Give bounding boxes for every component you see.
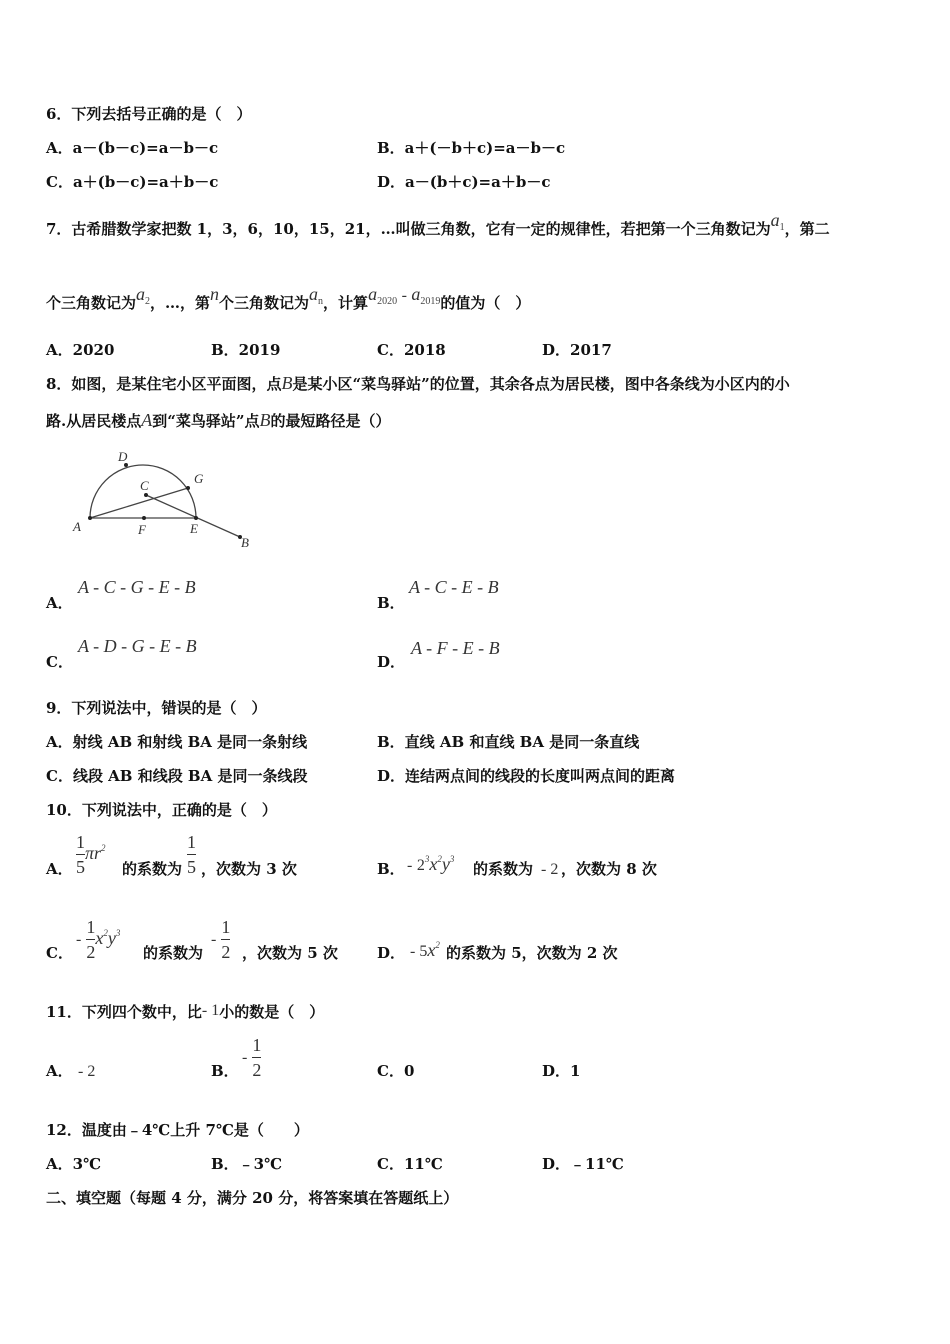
q10-option-a-coef: $\frac{1}{5}$: [187, 832, 196, 877]
q8-line2: 路.从居民楼点A到“菜鸟驿站”点B的最短路径是（）: [46, 410, 391, 430]
q8-option-d-label: D．: [377, 653, 406, 671]
q12-stem: 12．温度由﹣4℃上升 7℃是（ ）: [46, 1121, 309, 1139]
q8-option-b-label: B．: [377, 594, 405, 612]
q6-option-d: D．a－(b＋c)=a＋b－c: [377, 173, 551, 191]
q10-option-c-coef: - $\frac{1}{2}$: [211, 917, 231, 962]
q11-option-b-value: - $\frac{1}{2}$: [242, 1035, 262, 1080]
q10-option-c-expr: - $\frac{1}{2}$ $x^2y^3$: [76, 917, 121, 962]
point-c: [144, 493, 148, 497]
label-c: C: [140, 478, 149, 493]
point-f: [142, 516, 146, 520]
segment-ag: [90, 488, 188, 518]
q8-option-d-path: A - F - E - B: [411, 638, 500, 658]
q7-a1: $a_1$: [770, 210, 785, 233]
q10-option-d-text: 的系数为 5，次数为 2 次: [446, 944, 618, 962]
q10-option-d-label: D．: [377, 944, 406, 962]
q12-option-d: D．﹣11℃: [542, 1155, 624, 1173]
q10-option-b-label: B．: [377, 860, 405, 878]
q10-option-c-label: C．: [46, 944, 73, 962]
q7-a2: $a_2$: [136, 284, 151, 307]
q7-line2: 个三角数记为$a_2$，…，第n个三角数记为$a_n$，计算$a_{2020} - a_{2019}$的值为（ ）: [46, 284, 531, 312]
q6-option-a: A．a－(b－c)=a－b－c: [46, 139, 219, 157]
q7-option-d: D．2017: [542, 341, 612, 359]
label-g: G: [194, 471, 204, 486]
q10-option-a-text2: ，次数为 3 次: [201, 860, 297, 878]
q8-option-a-label: A．: [46, 594, 73, 612]
q7-n: n: [210, 284, 220, 304]
q7-expression: $a_{2020} - a_{2019}$: [368, 284, 441, 307]
q10-option-b-expr: - $2^3x^2y^3$: [407, 854, 455, 874]
q12-option-b: B．﹣3℃: [211, 1155, 283, 1173]
q7-option-a: A．2020: [46, 341, 115, 359]
q9-option-c: C．线段 AB 和线段 BA 是同一条线段: [46, 767, 308, 785]
label-e: E: [190, 521, 198, 536]
q10-option-a-label: A．: [46, 860, 73, 878]
q11-option-c: C．0: [377, 1062, 415, 1080]
q10-option-b-coef: - 2: [541, 861, 559, 878]
q8-option-c-path: A - D - G - E - B: [78, 636, 197, 656]
q7-option-b: B．2019: [211, 341, 281, 359]
q10-option-c-text2: ，次数为 5 次: [242, 944, 338, 962]
q11-option-a-label: A．: [46, 1062, 73, 1080]
point-e: [194, 516, 198, 520]
q7-an: $a_n$: [309, 284, 324, 307]
q7-line1: 7．古希腊数学家把数 1，3，6，10，15，21，…叫做三角数，它有一定的规律性，若把第一个三角数记为$a_1$，第二: [46, 210, 830, 238]
point-a: [88, 516, 92, 520]
q10-option-a-expr: $\frac{1}{5}$ $\pi r^2$: [76, 832, 106, 877]
q6-option-c: C．a＋(b－c)=a＋b－c: [46, 173, 219, 191]
q8-figure: [60, 440, 260, 555]
label-a: A: [73, 519, 81, 534]
q9-stem: 9．下列说法中，错误的是（ ）: [46, 699, 267, 717]
label-f: F: [138, 522, 146, 537]
q6-option-b: B．a＋(－b＋c)=a－b－c: [377, 139, 566, 157]
q8-option-a-path: A - C - G - E - B: [78, 577, 196, 597]
q8-line1: 8．如图，是某住宅小区平面图，点B是某小区“菜鸟驿站”的位置，其余各点为居民楼，图中各条线为小区内的小: [46, 373, 790, 393]
q11-option-d: D．1: [542, 1062, 581, 1080]
q11-option-b-label: B．: [211, 1062, 239, 1080]
point-g: [186, 486, 190, 490]
q12-option-c: C．11℃: [377, 1155, 443, 1173]
q8-option-c-label: C．: [46, 653, 73, 671]
q11-option-a-value: - 2: [78, 1063, 96, 1080]
q8-option-b-path: A - C - E - B: [409, 577, 499, 597]
q11-stem: 11．下列四个数中，比- 1小的数是（ ）: [46, 1002, 325, 1021]
q9-option-a: A．射线 AB 和射线 BA 是同一条射线: [46, 733, 308, 751]
label-d: D: [118, 449, 128, 464]
section2-heading: 二、填空题（每题 4 分，满分 20 分，将答案填在答题纸上）: [46, 1189, 459, 1207]
q9-option-d: D．连结两点间的线段的长度叫两点间的距离: [377, 767, 676, 785]
q12-option-a: A．3℃: [46, 1155, 102, 1173]
q10-option-b-text1: 的系数为: [473, 860, 534, 878]
q9-option-b: B．直线 AB 和直线 BA 是同一条直线: [377, 733, 640, 751]
q6-stem: 6．下列去括号正确的是（ ）: [46, 105, 252, 123]
q10-stem: 10．下列说法中，正确的是（ ）: [46, 801, 277, 819]
label-b: B: [241, 535, 249, 550]
q10-option-a-text1: 的系数为: [122, 860, 183, 878]
q10-option-d-expr: - $5x^2$: [410, 940, 440, 960]
q7-option-c: C．2018: [377, 341, 446, 359]
q10-option-c-text1: 的系数为: [143, 944, 204, 962]
q10-option-b-text2: ，次数为 8 次: [561, 860, 657, 878]
